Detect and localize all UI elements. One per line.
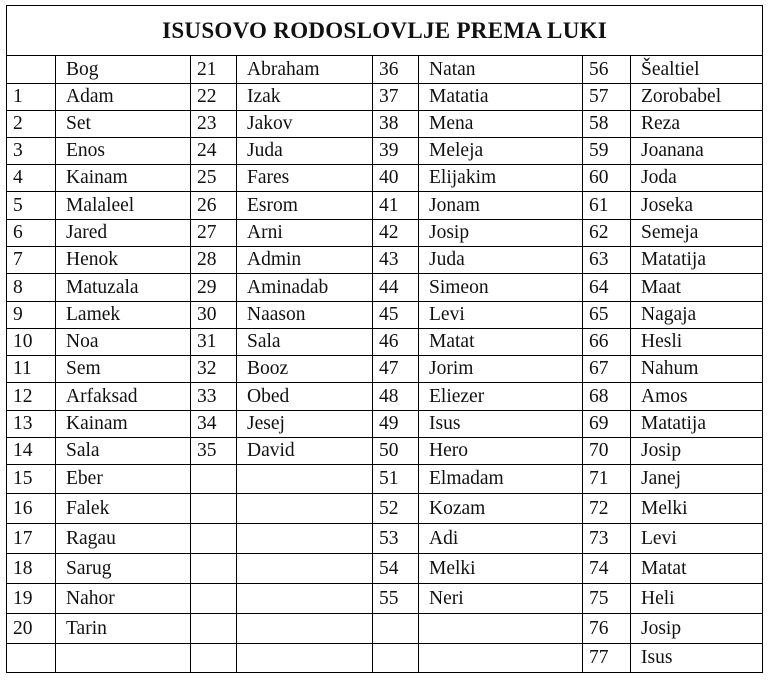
ancestor-number: 18: [7, 554, 56, 584]
ancestor-number: 56: [583, 56, 631, 84]
ancestor-name: Reza: [631, 111, 763, 138]
table-row: [7, 138, 763, 165]
ancestor-name: Kozam: [419, 494, 583, 524]
ancestor-name: Hesli: [631, 329, 763, 356]
ancestor-name: Josip: [419, 220, 583, 247]
ancestor-number: 46: [373, 329, 419, 356]
table-row: [7, 165, 763, 192]
table-row: [7, 644, 763, 673]
ancestor-name: Jonam: [419, 192, 583, 220]
table-row: [7, 220, 763, 247]
ancestor-name: Janej: [631, 465, 763, 494]
ancestor-number: 2: [7, 111, 56, 138]
ancestor-name: David: [237, 438, 373, 465]
ancestor-number: 37: [373, 84, 419, 111]
ancestor-number: 68: [583, 383, 631, 411]
ancestor-number: 35: [191, 438, 237, 465]
ancestor-number: 28: [191, 247, 237, 274]
ancestor-name: Hero: [419, 438, 583, 465]
table-row: [7, 247, 763, 274]
ancestor-number: 32: [191, 356, 237, 383]
ancestor-name: Aminadab: [237, 274, 373, 302]
table-row: [7, 494, 763, 524]
ancestor-name: Matat: [631, 554, 763, 584]
ancestor-name: Naason: [237, 302, 373, 329]
ancestor-name: [419, 644, 583, 673]
ancestor-number: [373, 644, 419, 673]
ancestor-name: Lamek: [56, 302, 191, 329]
ancestor-number: 74: [583, 554, 631, 584]
ancestor-name: [419, 614, 583, 644]
ancestor-name: Arfaksad: [56, 383, 191, 411]
ancestor-number: 8: [7, 274, 56, 302]
ancestor-name: Joanana: [631, 138, 763, 165]
ancestor-number: 25: [191, 165, 237, 192]
ancestor-number: 1: [7, 84, 56, 111]
ancestor-name: Matatija: [631, 411, 763, 438]
ancestor-name: Bog: [56, 56, 191, 84]
ancestor-number: 6: [7, 220, 56, 247]
table-row: [7, 56, 763, 84]
ancestor-name: Sem: [56, 356, 191, 383]
ancestor-name: Eber: [56, 465, 191, 494]
table-row: [7, 192, 763, 220]
ancestor-number: 54: [373, 554, 419, 584]
ancestor-name: Joseka: [631, 192, 763, 220]
ancestor-name: Josip: [631, 614, 763, 644]
ancestor-number: 38: [373, 111, 419, 138]
table-row: [7, 438, 763, 465]
ancestor-name: Isus: [419, 411, 583, 438]
table-row: [7, 274, 763, 302]
ancestor-number: 77: [583, 644, 631, 673]
ancestor-name: [237, 524, 373, 554]
ancestor-number: [191, 584, 237, 614]
ancestor-name: Jakov: [237, 111, 373, 138]
ancestor-name: Amos: [631, 383, 763, 411]
ancestor-name: Nahum: [631, 356, 763, 383]
ancestor-name: Booz: [237, 356, 373, 383]
table-row: [7, 383, 763, 411]
ancestor-number: 75: [583, 584, 631, 614]
ancestor-number: [191, 614, 237, 644]
table-row: [7, 614, 763, 644]
ancestor-number: 15: [7, 465, 56, 494]
ancestor-number: 24: [191, 138, 237, 165]
ancestor-number: 9: [7, 302, 56, 329]
ancestor-number: 3: [7, 138, 56, 165]
ancestor-name: Esrom: [237, 192, 373, 220]
ancestor-number: [191, 644, 237, 673]
ancestor-name: Abraham: [237, 56, 373, 84]
ancestor-name: [237, 644, 373, 673]
ancestor-name: Josip: [631, 438, 763, 465]
ancestor-number: 26: [191, 192, 237, 220]
ancestor-number: 43: [373, 247, 419, 274]
ancestor-number: 49: [373, 411, 419, 438]
genealogy-table: [6, 5, 763, 673]
ancestor-number: 33: [191, 383, 237, 411]
ancestor-number: 76: [583, 614, 631, 644]
ancestor-name: Levi: [631, 524, 763, 554]
ancestor-name: Zorobabel: [631, 84, 763, 111]
ancestor-number: 59: [583, 138, 631, 165]
ancestor-number: 44: [373, 274, 419, 302]
ancestor-number: 58: [583, 111, 631, 138]
ancestor-number: 47: [373, 356, 419, 383]
ancestor-name: Sala: [56, 438, 191, 465]
ancestor-number: 5: [7, 192, 56, 220]
ancestor-number: 12: [7, 383, 56, 411]
ancestor-name: Fares: [237, 165, 373, 192]
ancestor-name: Nagaja: [631, 302, 763, 329]
ancestor-number: 62: [583, 220, 631, 247]
ancestor-number: 13: [7, 411, 56, 438]
ancestor-name: Juda: [419, 247, 583, 274]
ancestor-number: 67: [583, 356, 631, 383]
ancestor-number: 11: [7, 356, 56, 383]
ancestor-number: 19: [7, 584, 56, 614]
title-row: [7, 6, 763, 56]
ancestor-number: 20: [7, 614, 56, 644]
ancestor-name: Jesej: [237, 411, 373, 438]
ancestor-number: [191, 465, 237, 494]
ancestor-name: Noa: [56, 329, 191, 356]
ancestor-name: Melki: [631, 494, 763, 524]
ancestor-number: 21: [191, 56, 237, 84]
ancestor-name: Maat: [631, 274, 763, 302]
ancestor-name: Heli: [631, 584, 763, 614]
table-row: [7, 302, 763, 329]
ancestor-number: 72: [583, 494, 631, 524]
ancestor-name: Admin: [237, 247, 373, 274]
ancestor-name: Juda: [237, 138, 373, 165]
ancestor-number: 64: [583, 274, 631, 302]
ancestor-name: [237, 584, 373, 614]
ancestor-number: 48: [373, 383, 419, 411]
ancestor-number: 16: [7, 494, 56, 524]
ancestor-number: 34: [191, 411, 237, 438]
ancestor-number: 63: [583, 247, 631, 274]
ancestor-name: Set: [56, 111, 191, 138]
table-row: [7, 84, 763, 111]
table-row: [7, 554, 763, 584]
ancestor-number: 22: [191, 84, 237, 111]
ancestor-number: 41: [373, 192, 419, 220]
table-row: [7, 356, 763, 383]
ancestor-name: Mena: [419, 111, 583, 138]
ancestor-name: Joda: [631, 165, 763, 192]
ancestor-name: Elijakim: [419, 165, 583, 192]
ancestor-name: [237, 465, 373, 494]
ancestor-name: Neri: [419, 584, 583, 614]
ancestor-name: Kainam: [56, 411, 191, 438]
ancestor-number: 65: [583, 302, 631, 329]
ancestor-name: Jorim: [419, 356, 583, 383]
ancestor-number: 61: [583, 192, 631, 220]
table-row: [7, 524, 763, 554]
ancestor-name: Ragau: [56, 524, 191, 554]
ancestor-number: [191, 524, 237, 554]
ancestor-number: 17: [7, 524, 56, 554]
ancestor-number: 52: [373, 494, 419, 524]
ancestor-name: Adi: [419, 524, 583, 554]
ancestor-name: Malaleel: [56, 192, 191, 220]
ancestor-name: [237, 554, 373, 584]
ancestor-number: 4: [7, 165, 56, 192]
ancestor-number: 36: [373, 56, 419, 84]
ancestor-name: Tarin: [56, 614, 191, 644]
ancestor-name: Adam: [56, 84, 191, 111]
ancestor-name: Arni: [237, 220, 373, 247]
ancestor-name: Melki: [419, 554, 583, 584]
page-title: ISUSOVO RODOSLOVLJE PREMA LUKI: [7, 6, 763, 56]
ancestor-name: Matat: [419, 329, 583, 356]
ancestor-name: Šealtiel: [631, 56, 763, 84]
ancestor-name: [237, 494, 373, 524]
ancestor-name: Sarug: [56, 554, 191, 584]
ancestor-name: Henok: [56, 247, 191, 274]
ancestor-name: Natan: [419, 56, 583, 84]
ancestor-number: 69: [583, 411, 631, 438]
ancestor-number: 14: [7, 438, 56, 465]
ancestor-number: 10: [7, 329, 56, 356]
ancestor-name: Meleja: [419, 138, 583, 165]
ancestor-number: 55: [373, 584, 419, 614]
ancestor-name: Enos: [56, 138, 191, 165]
ancestor-name: Semeja: [631, 220, 763, 247]
ancestor-number: 71: [583, 465, 631, 494]
ancestor-name: Levi: [419, 302, 583, 329]
ancestor-number: 60: [583, 165, 631, 192]
ancestor-number: 70: [583, 438, 631, 465]
ancestor-name: Sala: [237, 329, 373, 356]
ancestor-number: 73: [583, 524, 631, 554]
ancestor-number: 45: [373, 302, 419, 329]
ancestor-number: 29: [191, 274, 237, 302]
ancestor-number: 53: [373, 524, 419, 554]
ancestor-number: 57: [583, 84, 631, 111]
ancestor-number: 7: [7, 247, 56, 274]
ancestor-name: Isus: [631, 644, 763, 673]
ancestor-name: Matatija: [631, 247, 763, 274]
table-row: [7, 465, 763, 494]
ancestor-number: 51: [373, 465, 419, 494]
table-row: [7, 584, 763, 614]
ancestor-name: Jared: [56, 220, 191, 247]
ancestor-name: Kainam: [56, 165, 191, 192]
table-row: [7, 111, 763, 138]
ancestor-name: Matatia: [419, 84, 583, 111]
ancestor-number: 50: [373, 438, 419, 465]
table-row: [7, 329, 763, 356]
ancestor-name: [56, 644, 191, 673]
ancestor-number: 66: [583, 329, 631, 356]
ancestor-number: 27: [191, 220, 237, 247]
ancestor-number: [7, 644, 56, 673]
ancestor-number: 39: [373, 138, 419, 165]
ancestor-name: Elmadam: [419, 465, 583, 494]
ancestor-name: Simeon: [419, 274, 583, 302]
ancestor-number: [191, 554, 237, 584]
table-row: [7, 411, 763, 438]
ancestor-name: Izak: [237, 84, 373, 111]
ancestor-name: Eliezer: [419, 383, 583, 411]
ancestor-name: [237, 614, 373, 644]
ancestor-name: Falek: [56, 494, 191, 524]
ancestor-number: 31: [191, 329, 237, 356]
ancestor-number: 23: [191, 111, 237, 138]
ancestor-number: [373, 614, 419, 644]
ancestor-name: Nahor: [56, 584, 191, 614]
ancestor-name: Matuzala: [56, 274, 191, 302]
ancestor-number: [7, 56, 56, 84]
ancestor-number: [191, 494, 237, 524]
ancestor-name: Obed: [237, 383, 373, 411]
ancestor-number: 30: [191, 302, 237, 329]
ancestor-number: 42: [373, 220, 419, 247]
ancestor-number: 40: [373, 165, 419, 192]
